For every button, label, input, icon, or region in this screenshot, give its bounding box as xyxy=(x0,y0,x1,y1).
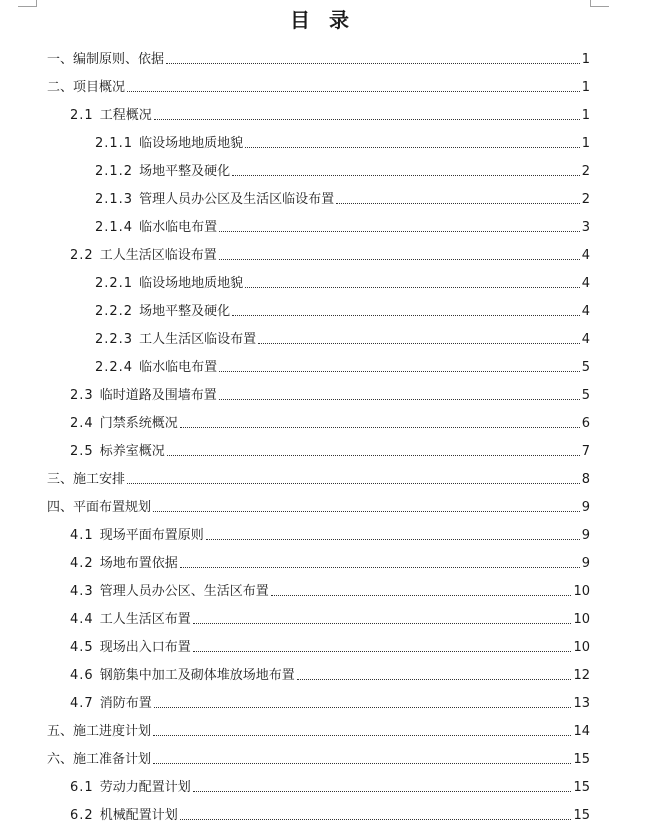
toc-entry-page: 4 xyxy=(581,248,590,263)
toc-entry-number: 2.3 xyxy=(70,388,94,403)
toc-entry-number: 2.2.2 xyxy=(95,304,134,319)
toc-entry-page: 5 xyxy=(581,388,590,403)
toc-entry-number: 6.2 xyxy=(70,808,94,823)
page-corner-mark-left xyxy=(18,0,37,7)
toc-entry-number: 2.5 xyxy=(70,444,94,459)
toc-entry-page: 9 xyxy=(581,528,590,543)
toc-entry-text: 钢筋集中加工及砌体堆放场地布置 xyxy=(99,668,295,683)
toc-entry-2-2-1[interactable] xyxy=(95,272,590,292)
toc-entry-page: 1 xyxy=(581,80,590,95)
toc-dot-leader xyxy=(193,650,572,652)
toc-dot-leader xyxy=(245,146,580,148)
toc-dot-leader xyxy=(153,762,571,764)
toc-entry-number: 三、 xyxy=(47,472,74,487)
toc-entry-section-6[interactable] xyxy=(47,748,590,768)
toc-entry-2-2[interactable] xyxy=(70,244,590,264)
toc-entry-2-2-4[interactable] xyxy=(95,356,590,376)
toc-entry-2-1-3[interactable] xyxy=(95,188,590,208)
toc-entry-number: 二、 xyxy=(47,80,74,95)
toc-entry-text: 施工安排 xyxy=(73,472,126,487)
toc-entry-number: 2.1.3 xyxy=(95,192,134,207)
toc-entry-number: 4.5 xyxy=(70,640,94,655)
toc-dot-leader xyxy=(219,230,580,232)
toc-entry-page: 12 xyxy=(573,668,590,683)
toc-dot-leader xyxy=(154,118,580,120)
toc-entry-text: 施工进度计划 xyxy=(73,724,152,739)
toc-dot-leader xyxy=(180,566,580,568)
toc-entry-number: 2.2.1 xyxy=(95,276,134,291)
toc-entry-text: 编制原则、依据 xyxy=(73,52,165,67)
toc-entry-number: 4.1 xyxy=(70,528,94,543)
toc-entry-page: 1 xyxy=(581,52,590,67)
toc-entry-page: 10 xyxy=(573,640,590,655)
toc-entry-2-4[interactable] xyxy=(70,412,590,432)
toc-dot-leader xyxy=(219,370,580,372)
toc-entry-section-4[interactable] xyxy=(47,496,590,516)
toc-entry-page: 15 xyxy=(573,808,590,823)
toc-entry-page: 1 xyxy=(581,136,590,151)
toc-entry-page: 8 xyxy=(581,472,590,487)
toc-dot-leader xyxy=(153,734,571,736)
toc-entry-page: 10 xyxy=(573,612,590,627)
toc-dot-leader xyxy=(154,706,572,708)
toc-entry-page: 5 xyxy=(581,360,590,375)
toc-entry-section-1[interactable] xyxy=(47,48,590,68)
toc-entry-number: 4.2 xyxy=(70,556,94,571)
toc-entry-number: 4.4 xyxy=(70,612,94,627)
toc-entry-text: 临水临电布置 xyxy=(139,360,218,375)
toc-entry-text: 平面布置规划 xyxy=(73,500,152,515)
toc-entry-number: 2.2 xyxy=(70,248,94,263)
toc-dot-leader xyxy=(180,818,572,820)
toc-entry-2-1-4[interactable] xyxy=(95,216,590,236)
toc-entry-page: 2 xyxy=(581,192,590,207)
toc-entry-6-2[interactable] xyxy=(70,804,590,824)
toc-entry-6-1[interactable] xyxy=(70,776,590,796)
toc-entry-number: 2.2.3 xyxy=(95,332,134,347)
toc-entry-text: 劳动力配置计划 xyxy=(99,780,191,795)
toc-entry-page: 2 xyxy=(581,164,590,179)
toc-dot-leader xyxy=(258,342,580,344)
toc-entry-page: 14 xyxy=(573,724,590,739)
toc-entry-text: 工程概况 xyxy=(99,108,152,123)
toc-entry-page: 3 xyxy=(581,220,590,235)
toc-entry-text: 临设场地地质地貌 xyxy=(139,136,244,151)
toc-entry-text: 临时道路及围墙布置 xyxy=(99,388,217,403)
toc-entry-text: 管理人员办公区、生活区布置 xyxy=(99,584,269,599)
toc-entry-text: 现场平面布置原则 xyxy=(99,528,204,543)
toc-entry-4-3[interactable] xyxy=(70,580,590,600)
toc-entry-page: 4 xyxy=(581,276,590,291)
toc-entry-2-2-3[interactable] xyxy=(95,328,590,348)
toc-dot-leader xyxy=(219,258,580,260)
toc-entry-number: 4.3 xyxy=(70,584,94,599)
toc-entry-text: 场地平整及硬化 xyxy=(139,304,231,319)
toc-entry-text: 临设场地地质地貌 xyxy=(139,276,244,291)
toc-entry-2-1[interactable] xyxy=(70,104,590,124)
toc-entry-2-3[interactable] xyxy=(70,384,590,404)
toc-dot-leader xyxy=(193,790,572,792)
toc-entry-4-1[interactable] xyxy=(70,524,590,544)
toc-entry-page: 13 xyxy=(573,696,590,711)
toc-entry-page: 7 xyxy=(581,444,590,459)
toc-entry-text: 管理人员办公区及生活区临设布置 xyxy=(139,192,335,207)
toc-entry-number: 2.1.4 xyxy=(95,220,134,235)
toc-dot-leader xyxy=(127,90,580,92)
toc-dot-leader xyxy=(336,202,580,204)
toc-entry-number: 四、 xyxy=(47,500,74,515)
toc-entry-number: 4.7 xyxy=(70,696,94,711)
toc-entry-4-2[interactable] xyxy=(70,552,590,572)
toc-entry-text: 项目概况 xyxy=(73,80,126,95)
toc-entry-number: 六、 xyxy=(47,752,74,767)
toc-dot-leader xyxy=(166,62,580,64)
toc-dot-leader xyxy=(180,426,580,428)
toc-dot-leader xyxy=(167,454,580,456)
toc-entry-page: 15 xyxy=(573,780,590,795)
toc-dot-leader xyxy=(206,538,580,540)
toc-entry-page: 9 xyxy=(581,556,590,571)
toc-title: 目 录 xyxy=(290,8,355,32)
toc-dot-leader xyxy=(193,622,572,624)
toc-dot-leader xyxy=(127,482,580,484)
toc-entry-2-1-1[interactable] xyxy=(95,132,590,152)
toc-entry-section-2[interactable] xyxy=(47,76,590,96)
toc-entry-number: 6.1 xyxy=(70,780,94,795)
toc-entry-4-6[interactable] xyxy=(70,664,590,684)
toc-entry-text: 场地布置依据 xyxy=(99,556,178,571)
toc-entry-page: 10 xyxy=(573,584,590,599)
toc-entry-text: 工人生活区临设布置 xyxy=(139,332,257,347)
toc-entry-page: 6 xyxy=(581,416,590,431)
toc-entry-number: 2.2.4 xyxy=(95,360,134,375)
toc-entry-number: 五、 xyxy=(47,724,74,739)
page-corner-mark-right xyxy=(590,0,609,7)
toc-entry-text: 工人生活区临设布置 xyxy=(99,248,217,263)
toc-entry-number: 4.6 xyxy=(70,668,94,683)
toc-dot-leader xyxy=(232,314,580,316)
toc-entry-4-7[interactable] xyxy=(70,692,590,712)
toc-dot-leader xyxy=(245,286,580,288)
toc-entry-text: 机械配置计划 xyxy=(99,808,178,823)
toc-entry-2-5[interactable] xyxy=(70,440,590,460)
toc-entry-text: 场地平整及硬化 xyxy=(139,164,231,179)
toc-dot-leader xyxy=(297,678,572,680)
toc-entry-text: 现场出入口布置 xyxy=(99,640,191,655)
toc-entry-text: 施工准备计划 xyxy=(73,752,152,767)
toc-entry-number: 2.1.1 xyxy=(95,136,134,151)
toc-entry-section-5[interactable] xyxy=(47,720,590,740)
toc-entry-page: 4 xyxy=(581,304,590,319)
toc-entry-number: 2.1.2 xyxy=(95,164,134,179)
toc-entry-text: 门禁系统概况 xyxy=(99,416,178,431)
toc-dot-leader xyxy=(153,510,580,512)
toc-entry-page: 15 xyxy=(573,752,590,767)
toc-dot-leader xyxy=(232,174,580,176)
toc-entry-2-2-2[interactable] xyxy=(95,300,590,320)
toc-dot-leader xyxy=(219,398,580,400)
toc-entry-text: 标养室概况 xyxy=(99,444,165,459)
toc-entry-page: 9 xyxy=(581,500,590,515)
toc-entry-4-4[interactable] xyxy=(70,608,590,628)
toc-entry-4-5[interactable] xyxy=(70,636,590,656)
toc-entry-text: 工人生活区布置 xyxy=(99,612,191,627)
toc-entry-section-3[interactable] xyxy=(47,468,590,488)
toc-entry-number: 2.4 xyxy=(70,416,94,431)
toc-entry-page: 1 xyxy=(581,108,590,123)
toc-entry-text: 消防布置 xyxy=(99,696,152,711)
toc-dot-leader xyxy=(271,594,572,596)
toc-entry-number: 2.1 xyxy=(70,108,94,123)
toc-entry-2-1-2[interactable] xyxy=(95,160,590,180)
toc-entry-number: 一、 xyxy=(47,52,74,67)
toc-entry-text: 临水临电布置 xyxy=(139,220,218,235)
toc-entry-page: 4 xyxy=(581,332,590,347)
